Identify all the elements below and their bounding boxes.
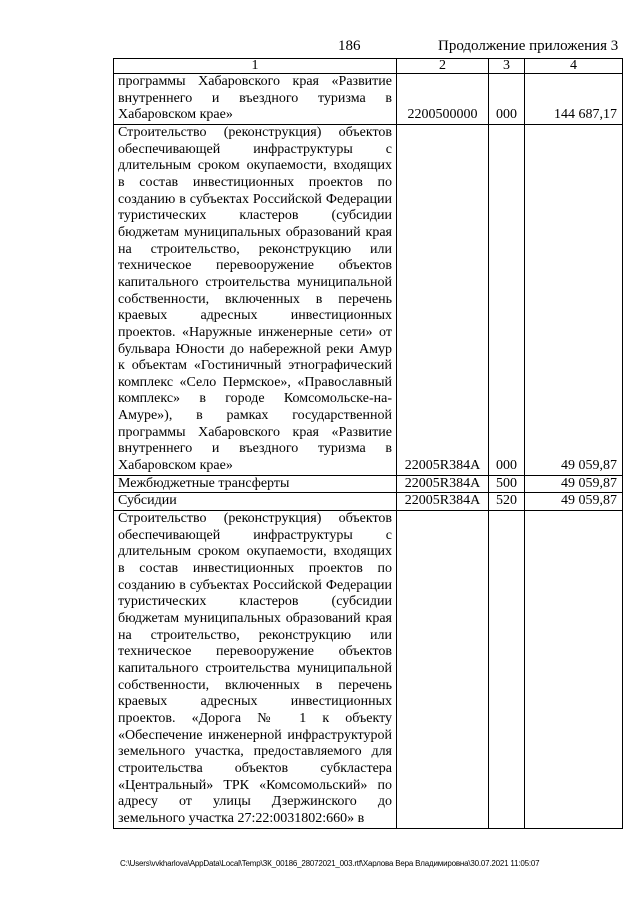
- row-amount: 49 059,87: [525, 124, 623, 475]
- column-header: 2: [397, 59, 489, 74]
- row-name: Субсидии: [114, 493, 397, 511]
- page-number: 186: [338, 38, 361, 54]
- column-header: 1: [114, 59, 397, 74]
- table-row: [114, 511, 623, 828]
- row-type: [489, 511, 525, 828]
- row-type: 000: [489, 124, 525, 475]
- budget-table: [113, 58, 623, 829]
- row-name: программы Хабаровского края «Развитие внутреннего и въездного туризма в Хабаровском крае»: [114, 74, 397, 125]
- column-header: 3: [489, 59, 525, 74]
- table-row: [114, 493, 623, 511]
- row-type: 520: [489, 493, 525, 511]
- table-row: [114, 74, 623, 125]
- continuation-label: Продолжение приложения 3: [438, 38, 619, 54]
- table-row: [114, 124, 623, 475]
- row-amount: [525, 511, 623, 828]
- column-header: 4: [525, 59, 623, 74]
- row-type: 000: [489, 74, 525, 125]
- row-code: [397, 511, 489, 828]
- column-header-row: [114, 59, 623, 74]
- row-code: 22005R384A: [397, 475, 489, 493]
- row-name: Строительство (реконструкция) объектов обеспечивающей инфраструктуры с длительным сроком окупаемости, входящих в состав инвестиционных проектов по созданию в субъектах Российской Федерации туристических кластеров (субсидии бюджетам муниципальных образований края на строительство, реконструкцию или техническое перевооружение объектов капитального строительства муниципальной собственности, включенных в перечень краевых адресных инвестиционных проектов. «Дорога № 1 к объекту «Обеспечение инженерной инфраструктурой земельного участка, предоставляемого для строительства объектов субкластера «Центральный» ТРК «Комсомольский» по адресу от улицы Дзержинского до земельного участка 27:22:0031802:660» в: [114, 511, 397, 828]
- row-code: 22005R384A: [397, 124, 489, 475]
- row-amount: 49 059,87: [525, 475, 623, 493]
- row-name: Межбюджетные трансферты: [114, 475, 397, 493]
- row-type: 500: [489, 475, 525, 493]
- row-code: 2200500000: [397, 74, 489, 125]
- row-name: Строительство (реконструкция) объектов обеспечивающей инфраструктуры с длительным сроком окупаемости, входящих в состав инвестиционных проектов по созданию в субъектах Российской Федерации туристических кластеров (субсидии бюджетам муниципальных образований края на строительство, реконструкцию или техническое перевооружение объектов капитального строительства муниципальной собственности, включенных в перечень краевых адресных инвестиционных проектов. «Наружные инженерные сети» от бульвара Юности до набережной реки Амур к объектам «Гостиничный этнографический комплекс «Село Пермское», «Православный комплекс» в городе Комсомольске-на-Амуре»), в рамках государственной программы Хабаровского края «Развитие внутреннего и въездного туризма в Хабаровском крае»: [114, 124, 397, 475]
- table-row: [114, 475, 623, 493]
- row-amount: 49 059,87: [525, 493, 623, 511]
- row-code: 22005R384A: [397, 493, 489, 511]
- row-amount: 144 687,17: [525, 74, 623, 125]
- file-path-footer: C:\Users\vvkharlova\AppData\Local\Temp\ЗК_00186_28072021_003.rtf\Харлова Вера Владимировна\30.07.2021 11:05:07: [120, 859, 540, 868]
